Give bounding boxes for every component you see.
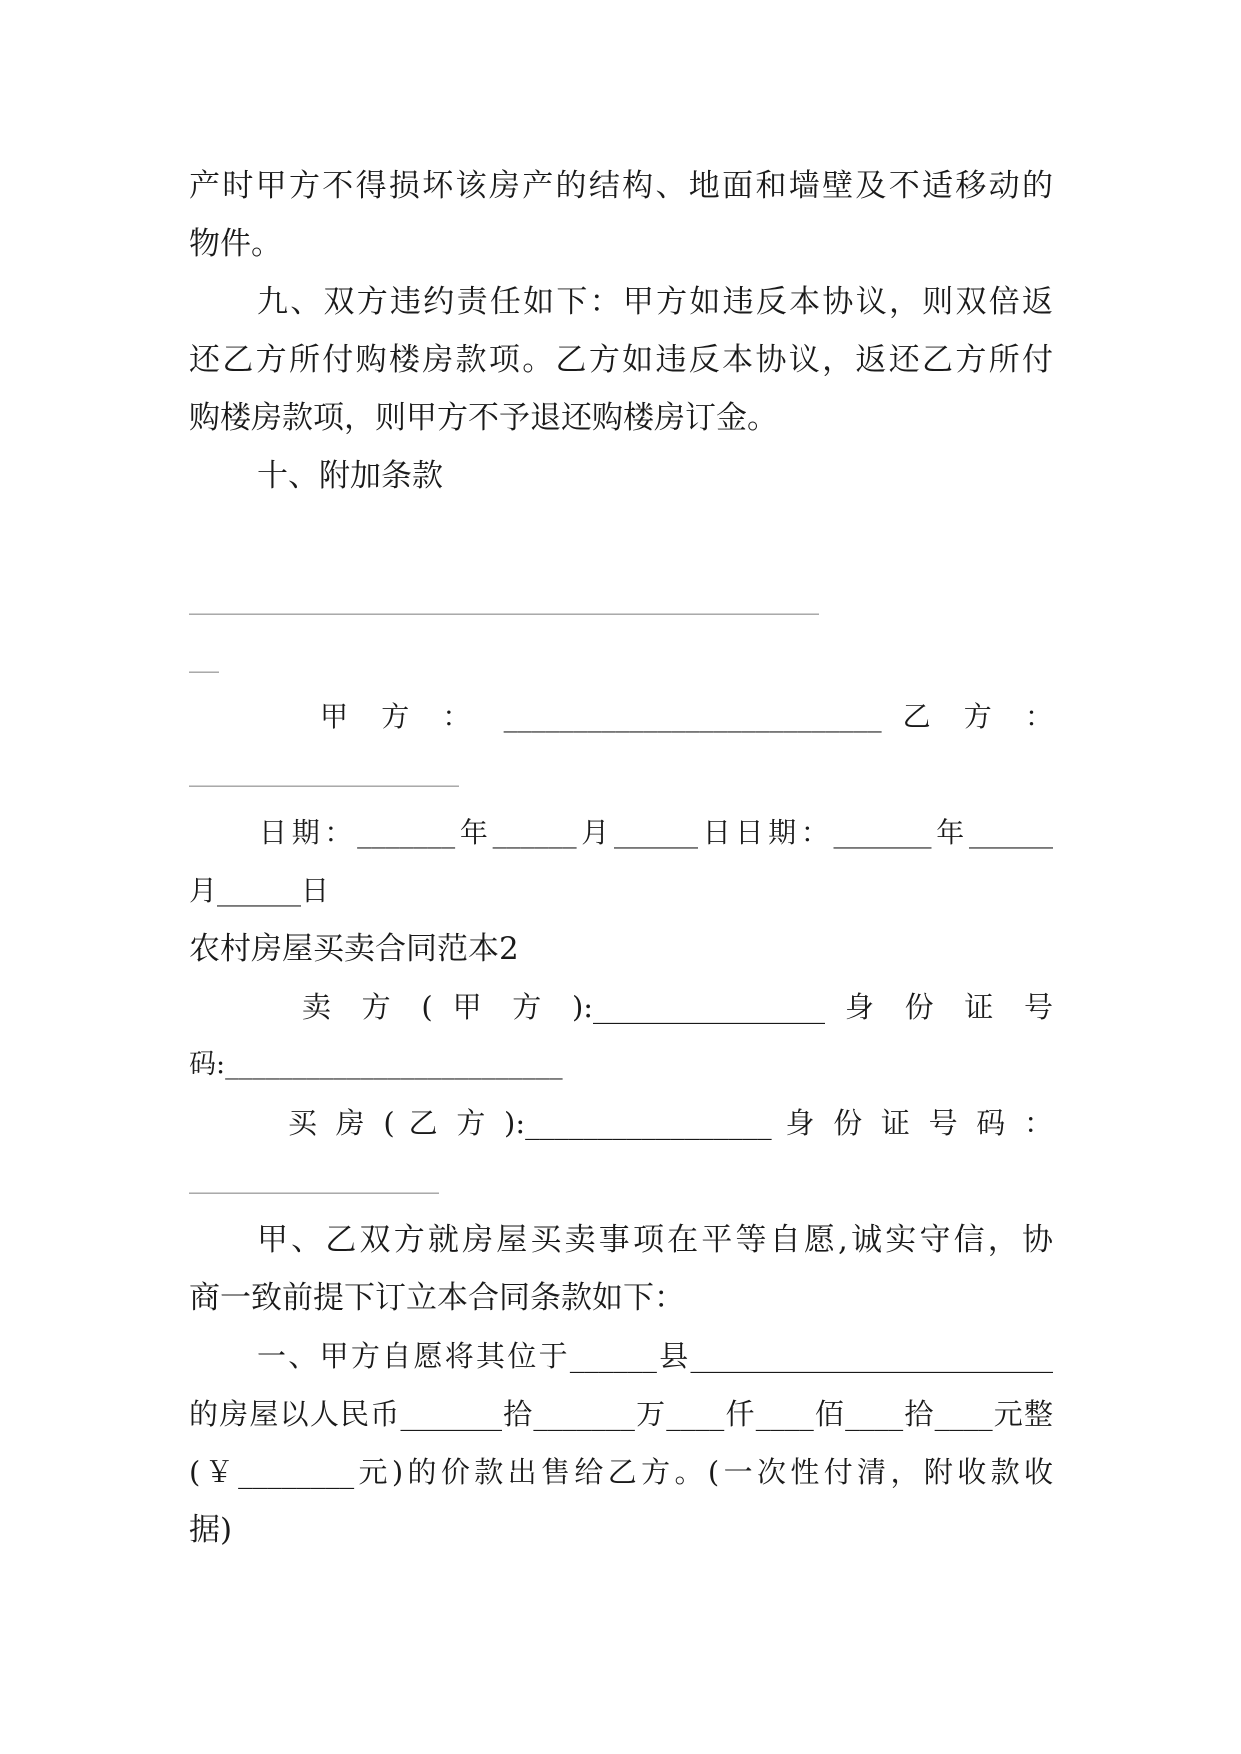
date-line: 月______日	[189, 874, 330, 907]
date-line: 日期：_______年______月______日日期：_______年______	[259, 816, 1053, 849]
preamble-line: 商一致前提下订立本合同条款如下：	[189, 1280, 685, 1316]
blank-line: _______________________________________________________________	[189, 591, 819, 615]
preamble-line: 甲、乙双方就房屋买卖事项在平等自愿,诚实守信，协	[257, 1222, 1053, 1258]
clause-1-line: 的房屋以人民币_______拾_______万____仟____佰____拾____元整	[189, 1397, 1053, 1431]
paragraph-line: 产时甲方不得损坏该房产的结构、地面和墙壁及不适移动的	[189, 168, 1053, 204]
blank-line: _________________________	[189, 1170, 439, 1194]
clause-1-line: 一、甲方自愿将其位于______县_________________________	[257, 1339, 1053, 1373]
paragraph-line: 物件。	[189, 226, 282, 262]
clause-1-line: (￥________元)的价款出售给乙方。(一次性付清，附收款收	[189, 1455, 1053, 1489]
clause-9-line: 九、双方违约责任如下：甲方如违反本协议，则双倍返	[257, 284, 1053, 320]
buyer-line: 买 房 ( 乙 方 ):_________________ 身 份 证 号 码 ：	[288, 1106, 1053, 1140]
blank-line: ___________________________	[189, 763, 459, 787]
clause-1-line: 据)	[189, 1512, 233, 1548]
clause-9-line: 购楼房款项，则甲方不予退还购楼房订金。	[189, 400, 778, 436]
clause-10-heading: 十、附加条款	[257, 458, 443, 494]
blank-line: ___	[189, 649, 219, 673]
contract-title: 农村房屋买卖合同范本2	[189, 931, 519, 967]
seller-id-line: 码:_________________________	[189, 1049, 563, 1080]
signature-party-line: 甲 方 ： ___________________________ 乙 方 ：	[320, 700, 1053, 733]
seller-line: 卖 方 ( 甲 方 ):________________ 身 份 证 号	[302, 990, 1053, 1024]
clause-9-line: 还乙方所付购楼房款项。乙方如违反本协议，返还乙方所付	[189, 342, 1053, 378]
